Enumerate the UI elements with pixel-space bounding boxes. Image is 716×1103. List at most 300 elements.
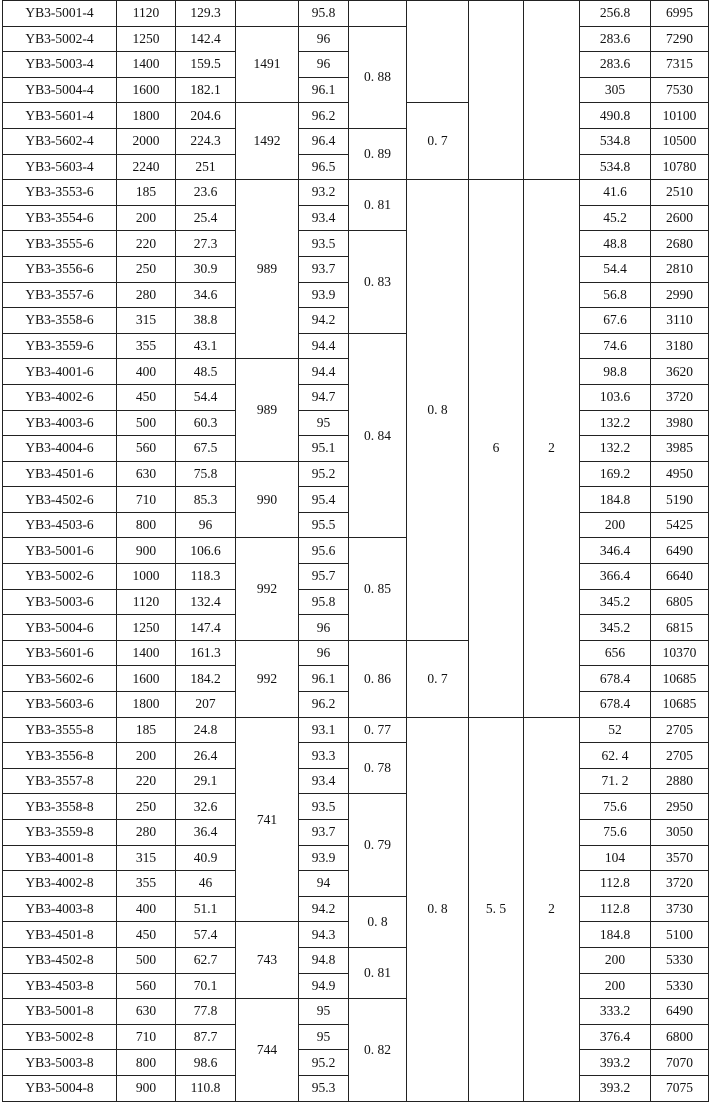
model-cell: YB3-4502-6 [3,487,117,513]
starting-current-cell: 6 [469,180,524,717]
rated-current-cell: 184.2 [176,666,236,692]
model-cell: YB3-4001-8 [3,845,117,871]
max-torque-cell: 2 [524,717,580,1101]
efficiency-cell: 96.5 [299,154,349,180]
model-cell: YB3-3559-6 [3,333,117,359]
efficiency-cell: 95.7 [299,564,349,590]
table-row [3,180,709,206]
rated-current-cell: 54.4 [176,384,236,410]
rated-current-cell: 207 [176,692,236,718]
model-cell: YB3-3557-8 [3,768,117,794]
inertia-cell: 678.4 [580,692,651,718]
inertia-cell: 184.8 [580,922,651,948]
weight-cell: 3570 [651,845,709,871]
rated-current-cell: 106.6 [176,538,236,564]
ratio-cell: 0. 7 [407,640,469,717]
rated-power-cell: 400 [117,359,176,385]
rated-current-cell: 75.8 [176,461,236,487]
weight-cell: 3720 [651,384,709,410]
model-cell: YB3-3553-6 [3,180,117,206]
max-torque-cell: 2 [524,180,580,717]
rated-current-cell: 161.3 [176,640,236,666]
inertia-cell: 75.6 [580,820,651,846]
inertia-cell: 48.8 [580,231,651,257]
efficiency-cell: 93.9 [299,282,349,308]
rated-current-cell: 60.3 [176,410,236,436]
rated-current-cell: 40.9 [176,845,236,871]
power-factor-cell: 0. 86 [349,640,407,717]
model-cell: YB3-5002-6 [3,564,117,590]
efficiency-cell: 95.3 [299,1075,349,1101]
table-row [3,128,709,154]
rated-current-cell: 251 [176,154,236,180]
model-cell: YB3-4003-6 [3,410,117,436]
efficiency-cell: 93.5 [299,794,349,820]
model-cell: YB3-4001-6 [3,359,117,385]
rated-current-cell: 142.4 [176,26,236,52]
rated-power-cell: 1400 [117,640,176,666]
inertia-cell: 534.8 [580,154,651,180]
rated-speed-cell [236,1,299,27]
inertia-cell: 54.4 [580,256,651,282]
model-cell: YB3-4502-8 [3,947,117,973]
weight-cell: 3720 [651,871,709,897]
inertia-cell: 200 [580,973,651,999]
rated-power-cell: 1800 [117,103,176,129]
model-cell: YB3-5601-6 [3,640,117,666]
rated-current-cell: 43.1 [176,333,236,359]
rated-current-cell: 182.1 [176,77,236,103]
rated-power-cell: 800 [117,1050,176,1076]
weight-cell: 5425 [651,512,709,538]
weight-cell: 3980 [651,410,709,436]
rated-power-cell: 1600 [117,77,176,103]
rated-power-cell: 710 [117,487,176,513]
weight-cell: 2510 [651,180,709,206]
weight-cell: 6490 [651,999,709,1025]
model-cell: YB3-4501-6 [3,461,117,487]
power-factor-cell: 0. 89 [349,128,407,179]
inertia-cell: 67.6 [580,308,651,334]
weight-cell: 2705 [651,743,709,769]
rated-current-cell: 34.6 [176,282,236,308]
model-cell: YB3-5602-4 [3,128,117,154]
weight-cell: 7530 [651,77,709,103]
weight-cell: 10685 [651,666,709,692]
weight-cell: 2705 [651,717,709,743]
efficiency-cell: 96 [299,52,349,78]
starting-current-cell: 5. 5 [469,717,524,1101]
model-cell: YB3-3559-8 [3,820,117,846]
weight-cell: 6800 [651,1024,709,1050]
power-factor-cell: 0. 88 [349,26,407,128]
weight-cell: 3110 [651,308,709,334]
rated-current-cell: 96 [176,512,236,538]
efficiency-cell: 94.2 [299,896,349,922]
weight-cell: 10100 [651,103,709,129]
efficiency-cell: 93.4 [299,768,349,794]
ratio-cell: 0. 8 [407,717,469,1101]
efficiency-cell: 95.6 [299,538,349,564]
rated-current-cell: 62.7 [176,947,236,973]
inertia-cell: 52 [580,717,651,743]
weight-cell: 7070 [651,1050,709,1076]
weight-cell: 10500 [651,128,709,154]
efficiency-cell: 95.1 [299,436,349,462]
model-cell: YB3-3558-6 [3,308,117,334]
rated-power-cell: 200 [117,205,176,231]
rated-current-cell: 147.4 [176,615,236,641]
weight-cell: 5330 [651,947,709,973]
efficiency-cell: 95.5 [299,512,349,538]
efficiency-cell: 94.8 [299,947,349,973]
power-factor-cell: 0. 77 [349,717,407,743]
table-row [3,999,709,1025]
rated-power-cell: 250 [117,256,176,282]
rated-current-cell: 132.4 [176,589,236,615]
rated-power-cell: 450 [117,922,176,948]
rated-power-cell: 220 [117,231,176,257]
rated-power-cell: 1800 [117,692,176,718]
rated-speed-cell: 1492 [236,103,299,180]
weight-cell: 2600 [651,205,709,231]
rated-power-cell: 220 [117,768,176,794]
rated-power-cell: 355 [117,871,176,897]
weight-cell: 7075 [651,1075,709,1101]
rated-speed-cell: 992 [236,640,299,717]
weight-cell: 6490 [651,538,709,564]
table-row [3,26,709,52]
weight-cell: 2810 [651,256,709,282]
efficiency-cell: 93.7 [299,256,349,282]
efficiency-cell: 93.2 [299,180,349,206]
efficiency-cell: 95 [299,1024,349,1050]
inertia-cell: 393.2 [580,1075,651,1101]
rated-power-cell: 315 [117,845,176,871]
motor-spec-table [2,0,709,1102]
rated-current-cell: 67.5 [176,436,236,462]
efficiency-cell: 96 [299,615,349,641]
table-row [3,743,709,769]
inertia-cell: 71. 2 [580,768,651,794]
rated-current-cell: 30.9 [176,256,236,282]
model-cell: YB3-5003-8 [3,1050,117,1076]
rated-power-cell: 1250 [117,615,176,641]
weight-cell: 6815 [651,615,709,641]
weight-cell: 3730 [651,896,709,922]
rated-current-cell: 85.3 [176,487,236,513]
power-factor-cell [349,1,407,27]
rated-speed-cell: 992 [236,538,299,640]
efficiency-cell: 96 [299,640,349,666]
rated-speed-cell: 989 [236,180,299,359]
rated-power-cell: 1600 [117,666,176,692]
table-row [3,333,709,359]
rated-power-cell: 2000 [117,128,176,154]
rated-current-cell: 29.1 [176,768,236,794]
model-cell: YB3-5003-6 [3,589,117,615]
rated-current-cell: 159.5 [176,52,236,78]
model-cell: YB3-3554-6 [3,205,117,231]
efficiency-cell: 94.4 [299,333,349,359]
table-body [3,1,709,1102]
weight-cell: 5330 [651,973,709,999]
ratio-cell: 0. 7 [407,103,469,180]
table-row [3,231,709,257]
weight-cell: 10370 [651,640,709,666]
model-cell: YB3-5603-4 [3,154,117,180]
efficiency-cell: 94.3 [299,922,349,948]
efficiency-cell: 93.7 [299,820,349,846]
rated-current-cell: 129.3 [176,1,236,27]
efficiency-cell: 95 [299,410,349,436]
rated-current-cell: 87.7 [176,1024,236,1050]
model-cell: YB3-3557-6 [3,282,117,308]
model-cell: YB3-5601-4 [3,103,117,129]
inertia-cell: 283.6 [580,52,651,78]
efficiency-cell: 94.4 [299,359,349,385]
rated-power-cell: 800 [117,512,176,538]
inertia-cell: 74.6 [580,333,651,359]
power-factor-cell: 0. 81 [349,180,407,231]
inertia-cell: 104 [580,845,651,871]
rated-power-cell: 630 [117,999,176,1025]
table-row [3,717,709,743]
weight-cell: 6805 [651,589,709,615]
starting-current-cell [469,1,524,180]
efficiency-cell: 93.5 [299,231,349,257]
power-factor-cell: 0. 82 [349,999,407,1101]
efficiency-cell: 94.7 [299,384,349,410]
rated-current-cell: 27.3 [176,231,236,257]
model-cell: YB3-3558-8 [3,794,117,820]
inertia-cell: 200 [580,947,651,973]
rated-power-cell: 630 [117,461,176,487]
rated-power-cell: 900 [117,1075,176,1101]
inertia-cell: 112.8 [580,871,651,897]
efficiency-cell: 93.1 [299,717,349,743]
efficiency-cell: 93.9 [299,845,349,871]
rated-power-cell: 560 [117,436,176,462]
efficiency-cell: 94 [299,871,349,897]
rated-current-cell: 110.8 [176,1075,236,1101]
inertia-cell: 45.2 [580,205,651,231]
ratio-cell [407,1,469,103]
inertia-cell: 283.6 [580,26,651,52]
rated-power-cell: 355 [117,333,176,359]
model-cell: YB3-5003-4 [3,52,117,78]
efficiency-cell: 95.8 [299,589,349,615]
power-factor-cell: 0. 83 [349,231,407,333]
weight-cell: 7290 [651,26,709,52]
inertia-cell: 132.2 [580,410,651,436]
ratio-cell: 0. 8 [407,180,469,641]
model-cell: YB3-3555-8 [3,717,117,743]
model-cell: YB3-5001-6 [3,538,117,564]
power-factor-cell: 0. 79 [349,794,407,896]
rated-current-cell: 204.6 [176,103,236,129]
rated-current-cell: 70.1 [176,973,236,999]
rated-current-cell: 32.6 [176,794,236,820]
power-factor-cell: 0. 85 [349,538,407,640]
max-torque-cell [524,1,580,180]
model-cell: YB3-5004-4 [3,77,117,103]
rated-power-cell: 560 [117,973,176,999]
rated-power-cell: 1000 [117,564,176,590]
model-cell: YB3-5004-6 [3,615,117,641]
rated-current-cell: 77.8 [176,999,236,1025]
inertia-cell: 305 [580,77,651,103]
model-cell: YB3-5004-8 [3,1075,117,1101]
rated-current-cell: 98.6 [176,1050,236,1076]
rated-power-cell: 280 [117,820,176,846]
model-cell: YB3-5603-6 [3,692,117,718]
inertia-cell: 112.8 [580,896,651,922]
power-factor-cell: 0. 84 [349,333,407,538]
rated-speed-cell: 743 [236,922,299,999]
efficiency-cell: 95.8 [299,1,349,27]
weight-cell: 2680 [651,231,709,257]
inertia-cell: 366.4 [580,564,651,590]
model-cell: YB3-5002-4 [3,26,117,52]
weight-cell: 2990 [651,282,709,308]
rated-speed-cell: 1491 [236,26,299,103]
rated-current-cell: 48.5 [176,359,236,385]
model-cell: YB3-5001-4 [3,1,117,27]
model-cell: YB3-4501-8 [3,922,117,948]
rated-power-cell: 450 [117,384,176,410]
inertia-cell: 656 [580,640,651,666]
rated-current-cell: 51.1 [176,896,236,922]
model-cell: YB3-5002-8 [3,1024,117,1050]
inertia-cell: 62. 4 [580,743,651,769]
inertia-cell: 41.6 [580,180,651,206]
model-cell: YB3-4503-8 [3,973,117,999]
rated-power-cell: 1400 [117,52,176,78]
rated-current-cell: 46 [176,871,236,897]
table-row [3,640,709,666]
model-cell: YB3-3556-6 [3,256,117,282]
efficiency-cell: 94.9 [299,973,349,999]
rated-power-cell: 500 [117,947,176,973]
model-cell: YB3-5602-6 [3,666,117,692]
rated-speed-cell: 989 [236,359,299,461]
efficiency-cell: 96.2 [299,103,349,129]
rated-current-cell: 57.4 [176,922,236,948]
rated-speed-cell: 741 [236,717,299,922]
rated-power-cell: 710 [117,1024,176,1050]
weight-cell: 4950 [651,461,709,487]
efficiency-cell: 95.2 [299,1050,349,1076]
weight-cell: 5190 [651,487,709,513]
weight-cell: 3050 [651,820,709,846]
weight-cell: 10685 [651,692,709,718]
model-cell: YB3-4003-8 [3,896,117,922]
rated-power-cell: 1250 [117,26,176,52]
table-row [3,896,709,922]
rated-current-cell: 118.3 [176,564,236,590]
rated-current-cell: 38.8 [176,308,236,334]
rated-current-cell: 23.6 [176,180,236,206]
rated-power-cell: 200 [117,743,176,769]
rated-speed-cell: 990 [236,461,299,538]
inertia-cell: 103.6 [580,384,651,410]
efficiency-cell: 94.2 [299,308,349,334]
table-row [3,794,709,820]
power-factor-cell: 0. 8 [349,896,407,947]
rated-speed-cell: 744 [236,999,299,1101]
weight-cell: 3985 [651,436,709,462]
rated-current-cell: 24.8 [176,717,236,743]
inertia-cell: 534.8 [580,128,651,154]
inertia-cell: 98.8 [580,359,651,385]
rated-power-cell: 1120 [117,1,176,27]
weight-cell: 10780 [651,154,709,180]
power-factor-cell: 0. 78 [349,743,407,794]
efficiency-cell: 95.2 [299,461,349,487]
inertia-cell: 678.4 [580,666,651,692]
rated-current-cell: 25.4 [176,205,236,231]
rated-power-cell: 280 [117,282,176,308]
inertia-cell: 169.2 [580,461,651,487]
table-row [3,538,709,564]
inertia-cell: 56.8 [580,282,651,308]
rated-current-cell: 224.3 [176,128,236,154]
efficiency-cell: 96 [299,26,349,52]
rated-power-cell: 500 [117,410,176,436]
inertia-cell: 132.2 [580,436,651,462]
inertia-cell: 200 [580,512,651,538]
rated-power-cell: 400 [117,896,176,922]
efficiency-cell: 96.1 [299,77,349,103]
efficiency-cell: 93.3 [299,743,349,769]
inertia-cell: 345.2 [580,615,651,641]
efficiency-cell: 96.4 [299,128,349,154]
rated-current-cell: 26.4 [176,743,236,769]
model-cell: YB3-4002-6 [3,384,117,410]
table-row [3,1,709,27]
rated-power-cell: 900 [117,538,176,564]
rated-power-cell: 185 [117,717,176,743]
efficiency-cell: 93.4 [299,205,349,231]
inertia-cell: 256.8 [580,1,651,27]
efficiency-cell: 95.4 [299,487,349,513]
weight-cell: 2950 [651,794,709,820]
weight-cell: 6640 [651,564,709,590]
model-cell: YB3-4503-6 [3,512,117,538]
model-cell: YB3-3556-8 [3,743,117,769]
inertia-cell: 346.4 [580,538,651,564]
weight-cell: 3620 [651,359,709,385]
rated-power-cell: 2240 [117,154,176,180]
rated-power-cell: 185 [117,180,176,206]
weight-cell: 3180 [651,333,709,359]
model-cell: YB3-5001-8 [3,999,117,1025]
model-cell: YB3-4002-8 [3,871,117,897]
inertia-cell: 333.2 [580,999,651,1025]
weight-cell: 7315 [651,52,709,78]
weight-cell: 5100 [651,922,709,948]
inertia-cell: 393.2 [580,1050,651,1076]
inertia-cell: 184.8 [580,487,651,513]
inertia-cell: 345.2 [580,589,651,615]
efficiency-cell: 95 [299,999,349,1025]
weight-cell: 6995 [651,1,709,27]
model-cell: YB3-3555-6 [3,231,117,257]
inertia-cell: 490.8 [580,103,651,129]
table-row [3,947,709,973]
rated-power-cell: 1120 [117,589,176,615]
